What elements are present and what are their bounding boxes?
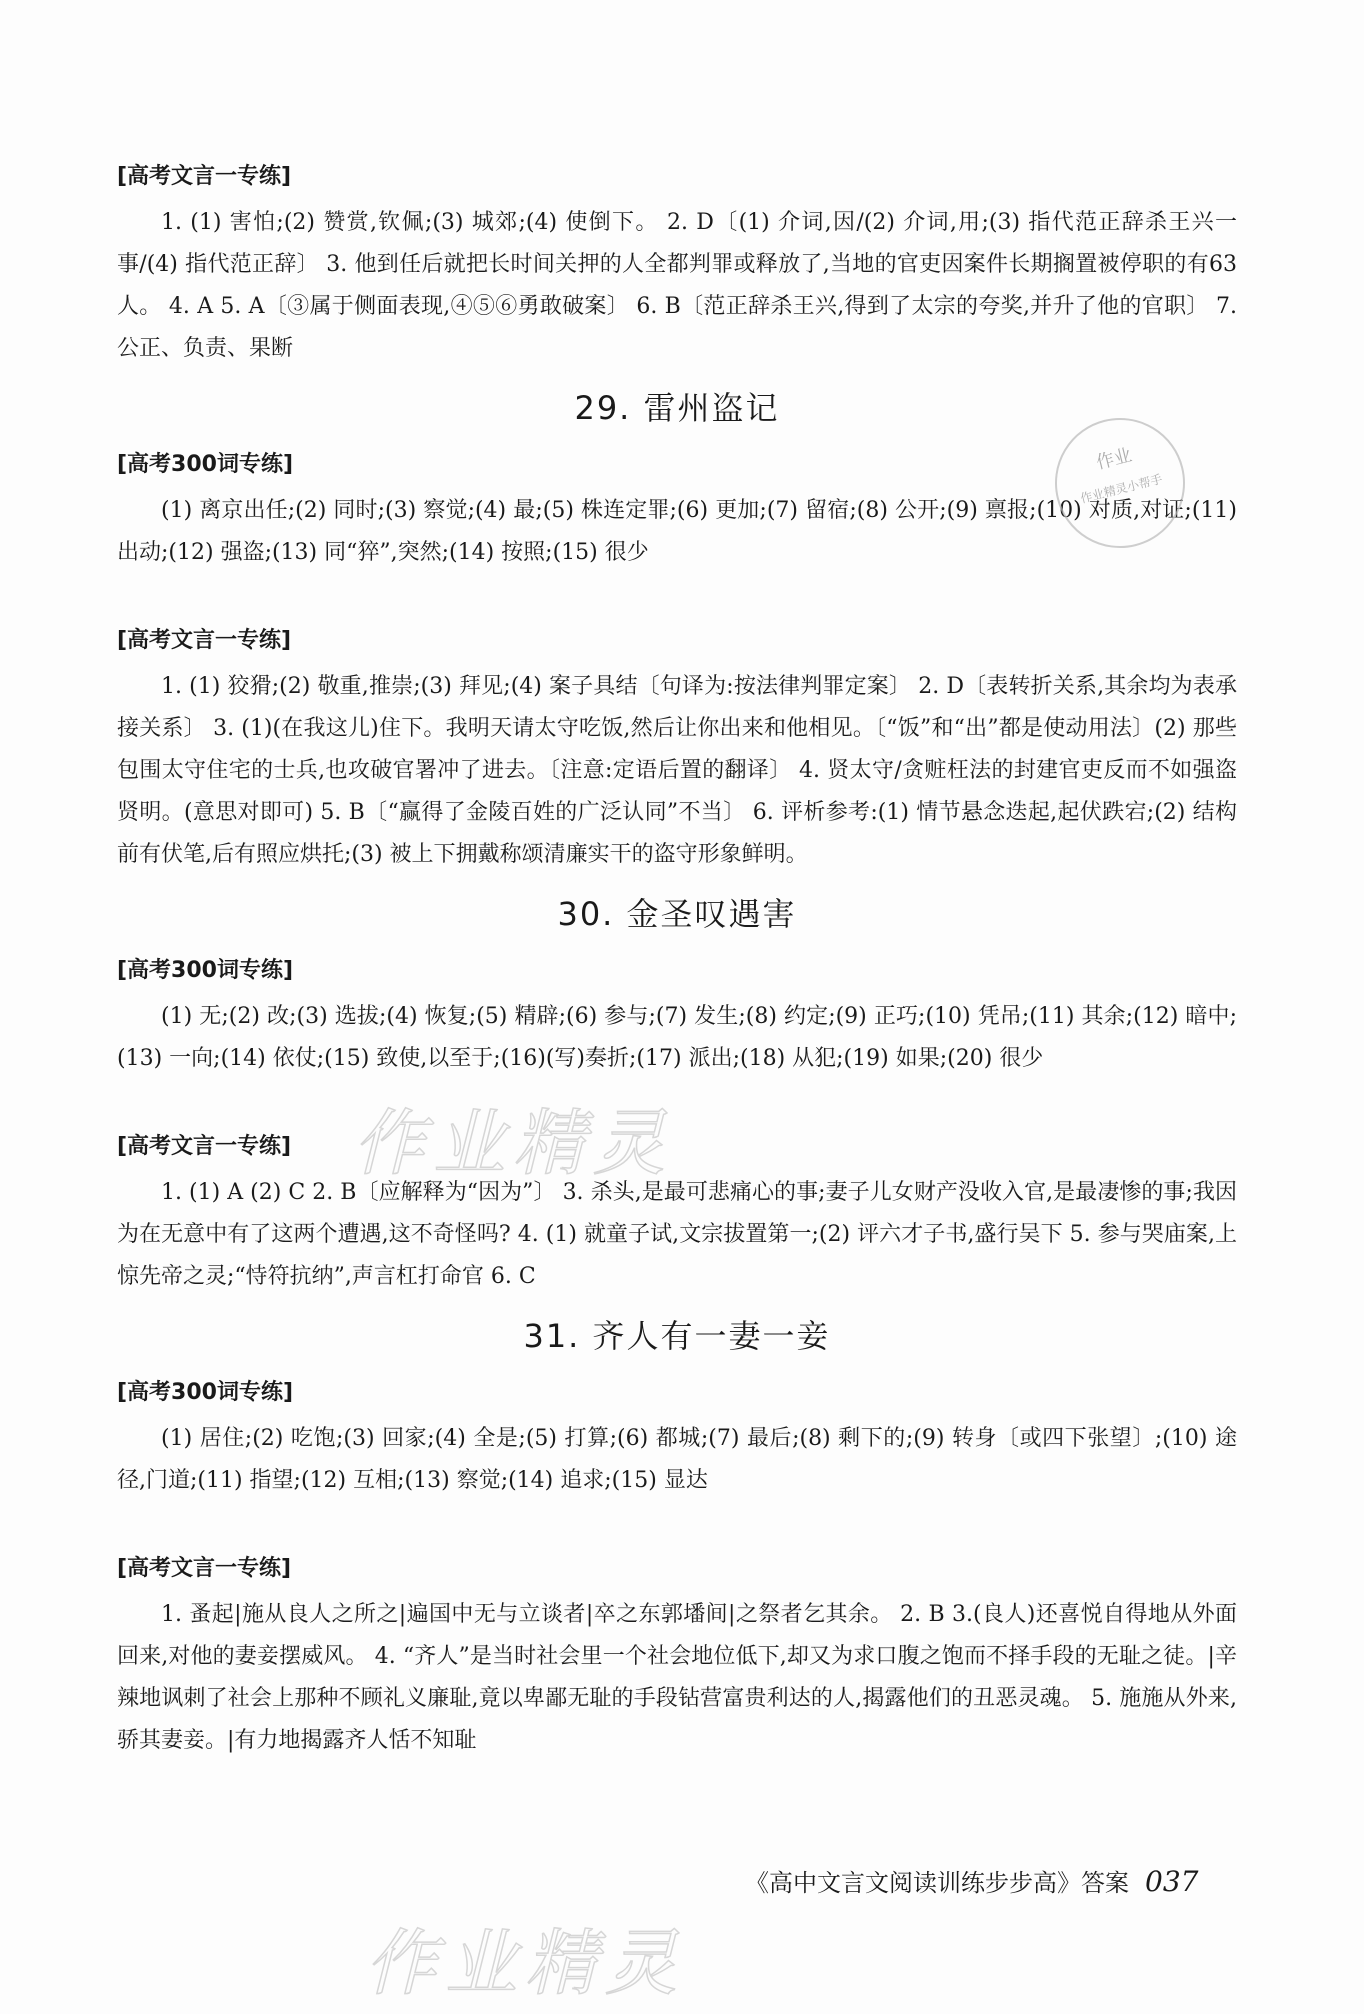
answer-paragraph: (1) 无;(2) 改;(3) 选拔;(4) 恢复;(5) 精辟;(6) 参与;(7) 发生;(8) 约定;(9) 正巧;(10) 凭吊;(11) 其余;(12) 暗中;(13) 一向;(14) 依仗;(15) 致使,以至于;(16)(写)奏折;(17) 派出;(18) 从犯;(19) 如果;(20) 很少: [117, 1004, 1237, 1071]
section-31-wenyan: [117, 1552, 1237, 1762]
section-label: [高考300词专练]: [117, 452, 294, 477]
lesson-title-31: 31. 齐人有一妻一妾: [523, 1317, 831, 1355]
section-label: [高考文言一专练]: [117, 628, 292, 653]
lesson-title-29: 29. 雷州盗记: [574, 389, 780, 427]
answer-paragraph: (1) 离京出任;(2) 同时;(3) 察觉;(4) 最;(5) 株连定罪;(6) 更加;(7) 留宿;(8) 公开;(9) 禀报;(10) 对质,对证;(11) 出动;(12) 强盗;(13) 同“猝”,突然;(14) 按照;(15) 很少: [117, 498, 1237, 565]
section-29-wenyan: [117, 624, 1237, 876]
book-title: 《高中文言文阅读训练步步高》答案: [745, 1869, 1129, 1897]
section-label: [高考文言一专练]: [117, 1556, 292, 1581]
page-footer: [745, 1865, 1305, 1900]
section-label: [高考文言一专练]: [117, 1134, 292, 1159]
section-28-wenyan: [117, 160, 1237, 370]
stamp-line2: 作业精灵小帮手: [1078, 471, 1164, 506]
stamp-line1: 作业: [1094, 444, 1135, 474]
section-30-300: [117, 954, 1237, 1080]
section-label: [高考300词专练]: [117, 958, 294, 983]
answer-paragraph: (1) 居住;(2) 吃饱;(3) 回家;(4) 全是;(5) 打算;(6) 都城;(7) 最后;(8) 剩下的;(9) 转身〔或四下张望〕;(10) 途径,门道;(11) 指望;(12) 互相;(13) 察觉;(14) 追求;(15) 显达: [117, 1426, 1237, 1493]
answer-paragraph: 1. (1) A (2) C 2. B〔应解释为“因为”〕 3. 杀头,是最可悲痛心的事;妻子儿女财产没收入官,是最凄惨的事;我因为在无意中有了这两个遭遇,这不奇怪吗? 4. (1) 就童子试,文宗拔置第一;(2) 评六才子书,盛行吴下 5. 参与哭庙案,上惊先帝之灵;“恃符抗纳”,声言杠打命官 6. C: [117, 1180, 1237, 1289]
section-label: [高考300词专练]: [117, 1380, 294, 1405]
answer-paragraph: 1. 蚤起|施从良人之所之|遍国中无与立谈者|卒之东郭墦间|之祭者乞其余。 2. B 3.(良人)还喜悦自得地从外面回来,对他的妻妾摆威风。 4. “齐人”是当时社会里一个社会地位低下,却又为求口腹之饱而不择手段的无耻之徒。|辛辣地讽刺了社会上那种不顾礼义廉耻,竟以卑鄙无耻的手段钻营富贵利达的人,揭露他们的丑恶灵魂。 5. 施施从外来,骄其妻妾。|有力地揭露齐人恬不知耻: [117, 1602, 1237, 1753]
answer-paragraph: 1. (1) 狡猾;(2) 敬重,推崇;(3) 拜见;(4) 案子具结〔句译为:按法律判罪定案〕 2. D〔表转折关系,其余均为表承接关系〕 3. (1)(在我这儿)住下。我明天请太守吃饭,然后让你出来和他相见。〔“饭”和“出”都是使动用法〕(2) 那些包围太守住宅的士兵,也攻破官署冲了进去。〔注意:定语后置的翻译〕 4. 贤太守/贪赃枉法的封建官吏反而不如强盗贤明。(意思对即可) 5. B〔“赢得了金陵百姓的广泛认同”不当〕 6. 评析参考:(1) 情节悬念迭起,起伏跌宕;(2) 结构前有伏笔,后有照应烘托;(3) 被上下拥戴称颂清廉实干的盗守形象鲜明。: [117, 674, 1237, 867]
watermark-text: 作业精灵: [365, 1921, 686, 2005]
answer-content: [117, 160, 1237, 1768]
watermark-text: 作业精灵: [353, 1101, 674, 1185]
section-30-wenyan: [117, 1130, 1237, 1298]
lesson-title-30: 30. 金圣叹遇害: [557, 895, 797, 933]
answer-paragraph: 1. (1) 害怕;(2) 赞赏,钦佩;(3) 城郊;(4) 使倒下。 2. D〔(1) 介词,因/(2) 介词,用;(3) 指代范正辞杀王兴一事/(4) 指代范正辞〕 3. 他到任后就把长时间关押的人全都判罪或释放了,当地的官吏因案件长期搁置被停职的有63人。 4. A 5. A〔③属于侧面表现,④⑤⑥勇敢破案〕 6. B〔范正辞杀王兴,得到了太宗的夸奖,并升了他的官职〕 7. 公正、负责、果断: [117, 210, 1237, 361]
section-label: [高考文言一专练]: [117, 164, 292, 189]
section-31-300: [117, 1376, 1237, 1502]
page-number: 037: [1145, 1865, 1199, 1898]
